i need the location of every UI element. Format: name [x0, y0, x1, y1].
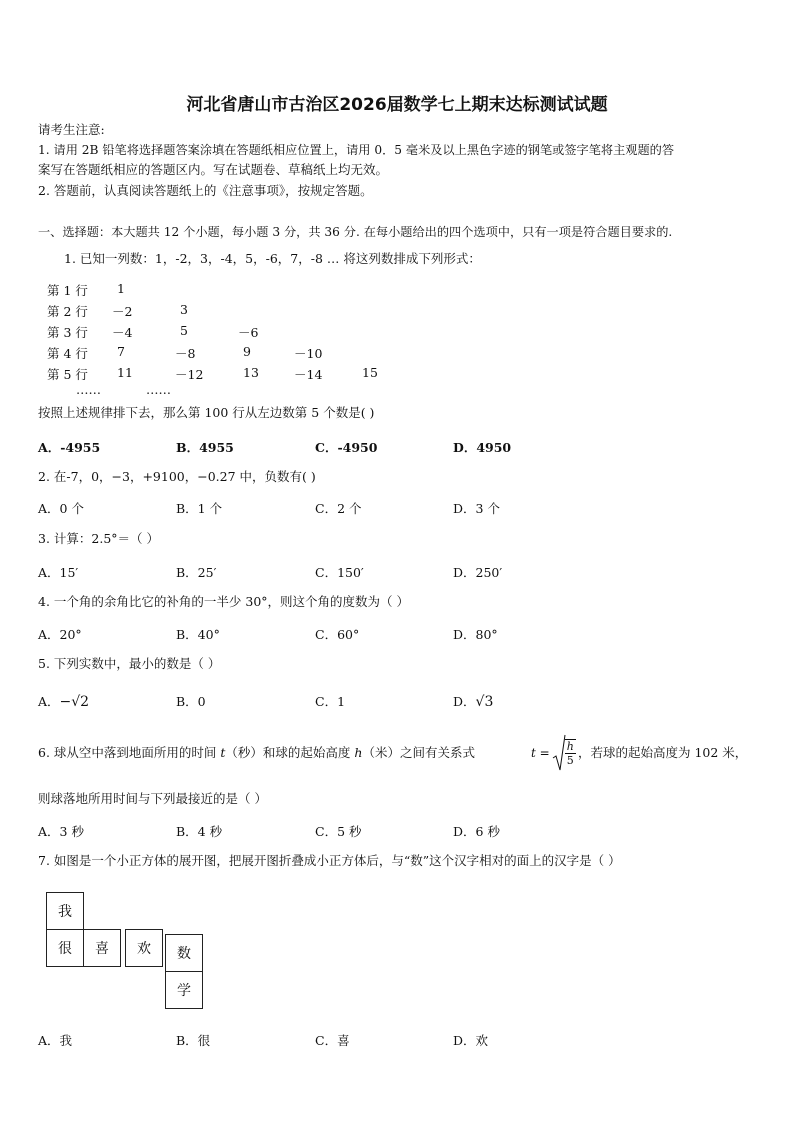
q2-option-d[interactable]: D．3 个 [453, 501, 500, 516]
q1-stem: 1. 已知一列数：1，-2，3，-4，5，-6，7，-8 … 将这列数排成下列形式： [64, 251, 481, 266]
q6-stem-tail: ，若球的起始高度为 102 米， [578, 745, 748, 760]
q6-option-b[interactable]: B．4 秒 [176, 824, 223, 839]
row-label: 第 5 行 [47, 367, 88, 382]
q7-stem: 7. 如图是一个小正方体的展开图，把展开图折叠成小正方体后，与“数”这个汉字相对的面上的汉字是（ ） [38, 853, 621, 868]
q6-stem [38, 745, 475, 761]
row-value: 5 [180, 323, 188, 338]
row-value: －4 [112, 325, 133, 340]
option-math: √3 [475, 694, 494, 710]
q2-option-b[interactable]: B．1 个 [176, 501, 223, 516]
option-math: −√2 [59, 694, 90, 710]
option-label: D． [453, 694, 476, 709]
q2-option-c[interactable]: C．2 个 [315, 501, 362, 516]
row-value: －6 [238, 325, 259, 340]
notice-line-2: 2. 答题前，认真阅读答题纸上的《注意事项》，按规定答题。 [38, 183, 373, 198]
row-label: 第 3 行 [47, 325, 88, 340]
row-value: 11 [117, 365, 133, 380]
sqrt-sign-icon [552, 734, 566, 772]
cube-face: 我 [46, 892, 84, 930]
q3-option-a[interactable]: A．15′ [38, 565, 79, 580]
q5-option-a[interactable] [38, 692, 89, 710]
notice-heading: 请考生注意: [38, 122, 105, 137]
row-label: 第 4 行 [47, 346, 88, 361]
cube-face: 学 [165, 971, 203, 1009]
q6-option-d[interactable]: D．6 秒 [453, 824, 500, 839]
fraction [565, 739, 576, 767]
q7-option-d[interactable]: D．欢 [453, 1033, 489, 1048]
q5-option-c[interactable]: C．1 [315, 694, 346, 709]
q2-stem: 2. 在-7，0，−3，+9100，−0.27 中，负数有( ) [38, 469, 316, 484]
q1-option-a[interactable]: A．-4955 [38, 440, 101, 455]
q5-option-b[interactable]: B．0 [176, 694, 206, 709]
fraction-numerator: h [566, 739, 574, 753]
ellipsis: …… [146, 382, 171, 397]
ellipsis: …… [76, 382, 101, 397]
row-value: －12 [175, 367, 204, 382]
q7-option-c[interactable]: C．喜 [315, 1033, 350, 1048]
var-t: t [220, 745, 226, 760]
q3-option-c[interactable]: C．150′ [315, 565, 364, 580]
q3-stem: 3. 计算：2.5°＝（ ） [38, 531, 160, 546]
q3-option-b[interactable]: B．25′ [176, 565, 217, 580]
row-value: 1 [117, 281, 125, 296]
q2-option-a[interactable]: A．0 个 [38, 501, 84, 516]
q1-question: 按照上述规律排下去，那么第 100 行从左边数第 5 个数是( ) [38, 405, 375, 420]
row-value: 13 [243, 365, 259, 380]
cube-face: 欢 [125, 929, 163, 967]
row-value: －2 [112, 304, 133, 319]
q6-stem-part: 6. 球从空中落到地面所用的时间 [38, 745, 221, 760]
row-value: 3 [180, 302, 188, 317]
q6-option-a[interactable]: A．3 秒 [38, 824, 84, 839]
q4-stem: 4. 一个角的余角比它的补角的一半少 30°，则这个角的度数为（ ） [38, 594, 410, 609]
row-value: 9 [243, 344, 251, 359]
q6-stem-part: （米）之间有关系式 [362, 745, 475, 760]
q1-option-d[interactable]: D．4950 [453, 440, 512, 455]
cube-face: 喜 [83, 929, 121, 967]
q7-option-a[interactable]: A．我 [38, 1033, 73, 1048]
cube-face: 数 [165, 934, 203, 972]
q4-option-a[interactable]: A．20° [38, 627, 82, 642]
page-title: 河北省唐山市古治区2026届数学七上期末达标测试试题 [186, 95, 608, 115]
row-value: －8 [175, 346, 196, 361]
row-label: 第 1 行 [47, 283, 88, 298]
var-h: h [354, 745, 363, 760]
fraction-denominator: 5 [566, 753, 574, 767]
row-value: 15 [362, 365, 378, 380]
row-value: －10 [294, 346, 323, 361]
q4-option-d[interactable]: D．80° [453, 627, 498, 642]
q6-stem-part: （秒）和球的起始高度 [225, 745, 355, 760]
formula-lhs: t = [531, 746, 550, 760]
row-value: 7 [117, 344, 125, 359]
notice-line-1b: 案写在答题纸相应的答题区内。写在试题卷、草稿纸上均无效。 [38, 162, 389, 177]
row-label: 第 2 行 [47, 304, 88, 319]
q6-option-c[interactable]: C．5 秒 [315, 824, 362, 839]
cube-face: 很 [46, 929, 84, 967]
q1-option-c[interactable]: C．-4950 [315, 440, 378, 455]
q6-formula [531, 734, 576, 772]
q5-option-d[interactable] [453, 692, 493, 710]
row-value: －14 [294, 367, 323, 382]
q4-option-b[interactable]: B．40° [176, 627, 220, 642]
q5-stem: 5. 下列实数中，最小的数是（ ） [38, 656, 221, 671]
q3-option-d[interactable]: D．250′ [453, 565, 503, 580]
notice-line-1a: 1. 请用 2B 铅笔将选择题答案涂填在答题纸相应位置上，请用 0．5 毫米及以上黑色字迹的钢笔或签字笔将主观题的答 [38, 143, 675, 157]
q7-option-b[interactable]: B．很 [176, 1033, 211, 1048]
q6-stem-2: 则球落地所用时间与下列最接近的是（ ） [38, 791, 267, 806]
option-label: A． [38, 694, 60, 709]
section-heading: 一、选择题：本大题共 12 个小题，每小题 3 分，共 36 分. 在每小题给出的四个选项中，只有一项是符合题目要求的. [38, 225, 673, 239]
q1-option-b[interactable]: B．4955 [176, 440, 234, 455]
q4-option-c[interactable]: C．60° [315, 627, 360, 642]
